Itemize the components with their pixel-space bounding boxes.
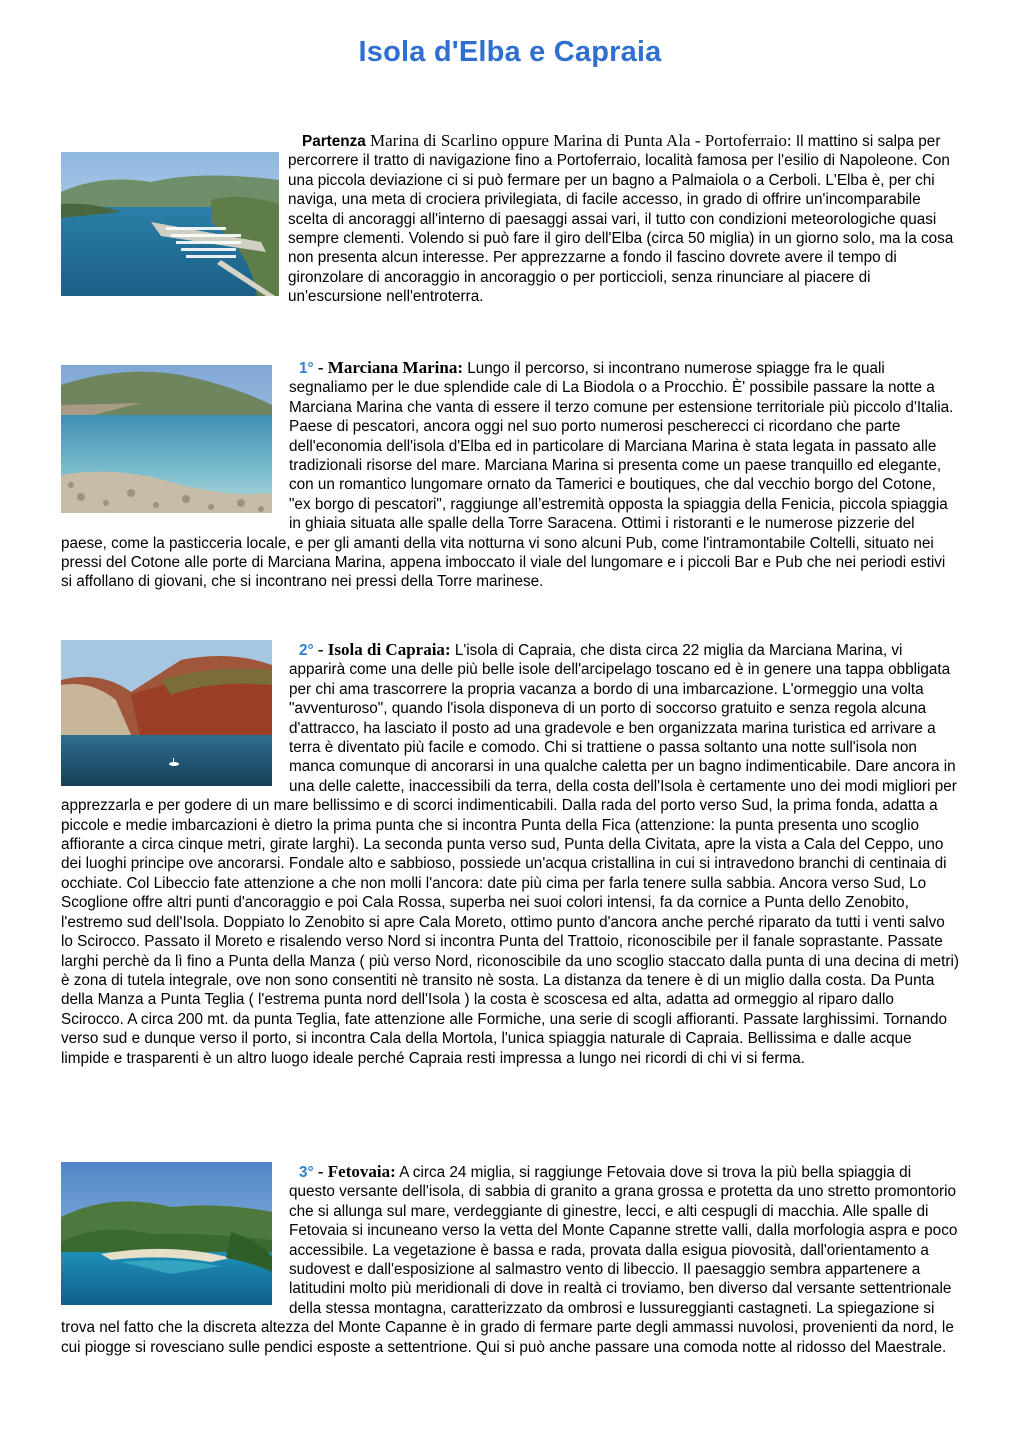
section-name: Marciana Marina (327, 358, 458, 377)
section-colon: : (457, 358, 463, 377)
section-dash: - (313, 1162, 328, 1181)
section-body: L'isola di Capraia, che dista circa 22 miglia da Marciana Marina, vi apparirà come una delle più belle isole dell'arcipelago toscano ed è in genere una tappa obbligata per chi ama trascorrere la propria vacanza a bordo di una imbarcazione. L'ormeggio una volta "avventuroso", quando l'isola disponeva di un porto di soccorso gratuito e senza regola alcuna d'attracco, ha lasciato il posto ad una gradevole e ben organizzata marina turistica ed arrivare a terra è diventato più facile e comodo. Chi si trattiene o passa soltanto una notte sull'isola non manca comunque di ancorarsi in una qualche caletta per un bagno indimenticabile. Dare ancora in una delle calette, inaccessibili da terra, della costa dell'Isola è certamente uno dei modi migliori per apprezzarla e per godere di un mare bellissimo e di scorci indimenticabili. Dalla rada del porto verso Sud, la prima fonda, adatta a piccole e medie imbarcazioni è dietro la prima punta che si incontra Punta della Fica (attenzione: la punta presenta uno scoglio affiorante a circa cinque metri, girate larghi). La seconda punta verso sud, Punta della Civitata, apre la vista a Cala del Ceppo, uno dei luoghi principe ove ancorarsi. Fondale alto e sabbioso, possiede un'acqua cristallina in cui si intravedono branchi di centinaia di occhiate. Col Libeccio fate attenzione a che non molli l'ancora: date più cima per farla tenere sulla sabbia. Ancora verso Sud, Lo Scoglione offre altri punti d'ancoraggio e poi Cala Rossa, superba nei suoi colori intensi, fa da cornice a Punta dello Zenobito, l'estremo sud dell'Isola. Doppiato lo Zenobito si apre Cala Moreto, ottimo punto d'ancora anche perché riparato da tutti i venti salvo lo Scirocco. Passato il Moreto e risalendo verso Nord si incontra Punta del Trattoio, riconoscibile per il fanale soprastante. Passate larghi perchè da lì fino a Punta della Manza ( più verso Nord, riconoscibile da uno scoglio staccato dalla punta di una decina di metri) è zona di tutela integrale, ove non sono consentiti nè transito nè sosta. La distanza da tenere è di un miglio dalla costa. Da Punta della Manza a Punta Teglia ( l'estrema punta nord dell'Isola ) la costa è scoscesa ed alta, adatta ad ormeggio al riparo dallo Scirocco. A circa 200 mt. da punta Teglia, fate attenzione alle Formiche, una serie di scogli affioranti. Passate larghissimi. Tornando verso sud e dunque verso il porto, si incontra Cala della Mortola, l'unica spiaggia naturale di Capraia. Bellissima e dalle acque limpide e trasparenti è un altro luogo ideale perché Capraia resti impressa a lungo nei ricordi di chi vi si ferma. (61, 642, 959, 1067)
section-body: A circa 24 miglia, si raggiunge Fetovaia dove si trova la più bella spiaggia di questo versante dell'isola, di sabbia di granito a grana grossa e protetta da uno stretto promontorio che si allunga sul mare, verdeggiante di ginestre, lecci, e alti cespugli di macchia. Alle spalle di Fetovaia si incuneano verso la vetta del Monte Capanne strette valli, dalla morfologia aspra e poco accessibile. La vegetazione è bassa e rada, provata dalla esigua piovosità, dall'orientamento a sudovest e dall'esposizione al salmastro vento di libeccio. Il paesaggio sembra appartenere a latitudini molto più meridionali di dove in realtà ci troviamo, ben diverso dal versante settentrionale della stessa montagna, caratterizzato da ombrosi e lussureggianti castagneti. La spiegazione si trova nel fatto che la discreta altezza del Monte Capanne è in grado di fermare parte degli ammassi nuvolosi, provenienti da nord, le cui piogge si rovesciano sulle pendici esposte a settentrione. Qui si può anche passare una comoda notte al ridosso del Maestrale. (61, 1164, 958, 1356)
section-colon: : (786, 131, 792, 150)
section-colon: : (444, 640, 451, 659)
section-marciana-marina (61, 358, 959, 592)
section-number: 2° (299, 642, 314, 659)
section-colon: : (390, 1162, 396, 1181)
section-partenza (61, 131, 959, 307)
section-name: Fetovaia (327, 1162, 391, 1181)
section-dash: - (313, 358, 328, 377)
fetovaia-bay-photo (61, 1162, 272, 1305)
marina-harbour-photo (61, 152, 279, 296)
section-fetovaia (61, 1162, 959, 1357)
page-title: Isola d'Elba e Capraia (358, 36, 662, 68)
section-name: Isola di Capraia (327, 640, 445, 659)
section-number: 3° (299, 1164, 314, 1181)
section-route: Marina di Scarlino oppure Marina di Punta Ala - Portoferraio (370, 131, 787, 150)
section-body: Il mattino si salpa per percorrere il tratto di navigazione fino a Portoferraio, località famosa per l'esilio di Napoleone. Con una piccola deviazione ci si può fermare per un bagno a Palmaiola o a Cerboli. L'Elba è, per chi naviga, una meta di crociera privilegiata, di facile accesso, in grado di offrire un'incomparabile scelta di ancoraggi all'interno di paesaggi assai vari, il tutto con condizioni meteorologiche quasi sempre clementi. Volendo si può fare il giro dell'Elba (circa 50 miglia) in un giorno solo, ma la cosa non presenta alcun interesse. Per apprezzarne a fondo il fascino dovrete avere il tempo di gironzolare di ancoraggio in ancoraggio o per porticcioli, senza rinunciare al piacere di un'escursione nell'entroterra. (288, 133, 954, 306)
section-body: Lungo il percorso, si incontrano numerose spiagge fra le quali segnaliamo per le due splendide cale di La Biodola o a Procchio. È' possibile passare la notte a Marciana Marina che vanta di essere il terzo comune per estensione territoriale più piccolo d'Italia. Paese di pescatori, ancora oggi nel suo porto numerosi pescherecci ci ricordano che parte dell'economia dell'isola d'Elba ed in particolare di Marciana Marina è stata legata in passato alle tradizionali risorse del mare. Marciana Marina si presenta come un paese tranquillo ed elegante, con un romantico lungomare ornato da Tamerici e boutiques, che dal vecchio borgo del Cotone, "ex borgo di pescatori", raggiunge all’estremità opposta la spiaggia della Fenicia, piccola spiaggia in ghiaia situata alle spalle della Torre Saracena. Ottimi i ristoranti e le numerose pizzerie del paese, come la pasticceria locale, e per gli amanti della vita notturna vi sono alcuni Pub, come l'intramontabile Coltelli, situato nei pressi del Cotone alle porte di Marciana Marina, appena imboccato il viale del lungomare e i piccoli Bar e Pub che nei periodi estivi si affollano di giovani, che si incontrano nei pressi della Torre marinese. (61, 360, 954, 591)
section-isola-di-capraia (61, 640, 959, 1068)
section-dash: - (313, 640, 328, 659)
red-cliff-bay-photo (61, 640, 272, 786)
section-number: 1° (299, 360, 314, 377)
section-label: Partenza (302, 133, 366, 150)
pebble-beach-photo (61, 365, 272, 513)
